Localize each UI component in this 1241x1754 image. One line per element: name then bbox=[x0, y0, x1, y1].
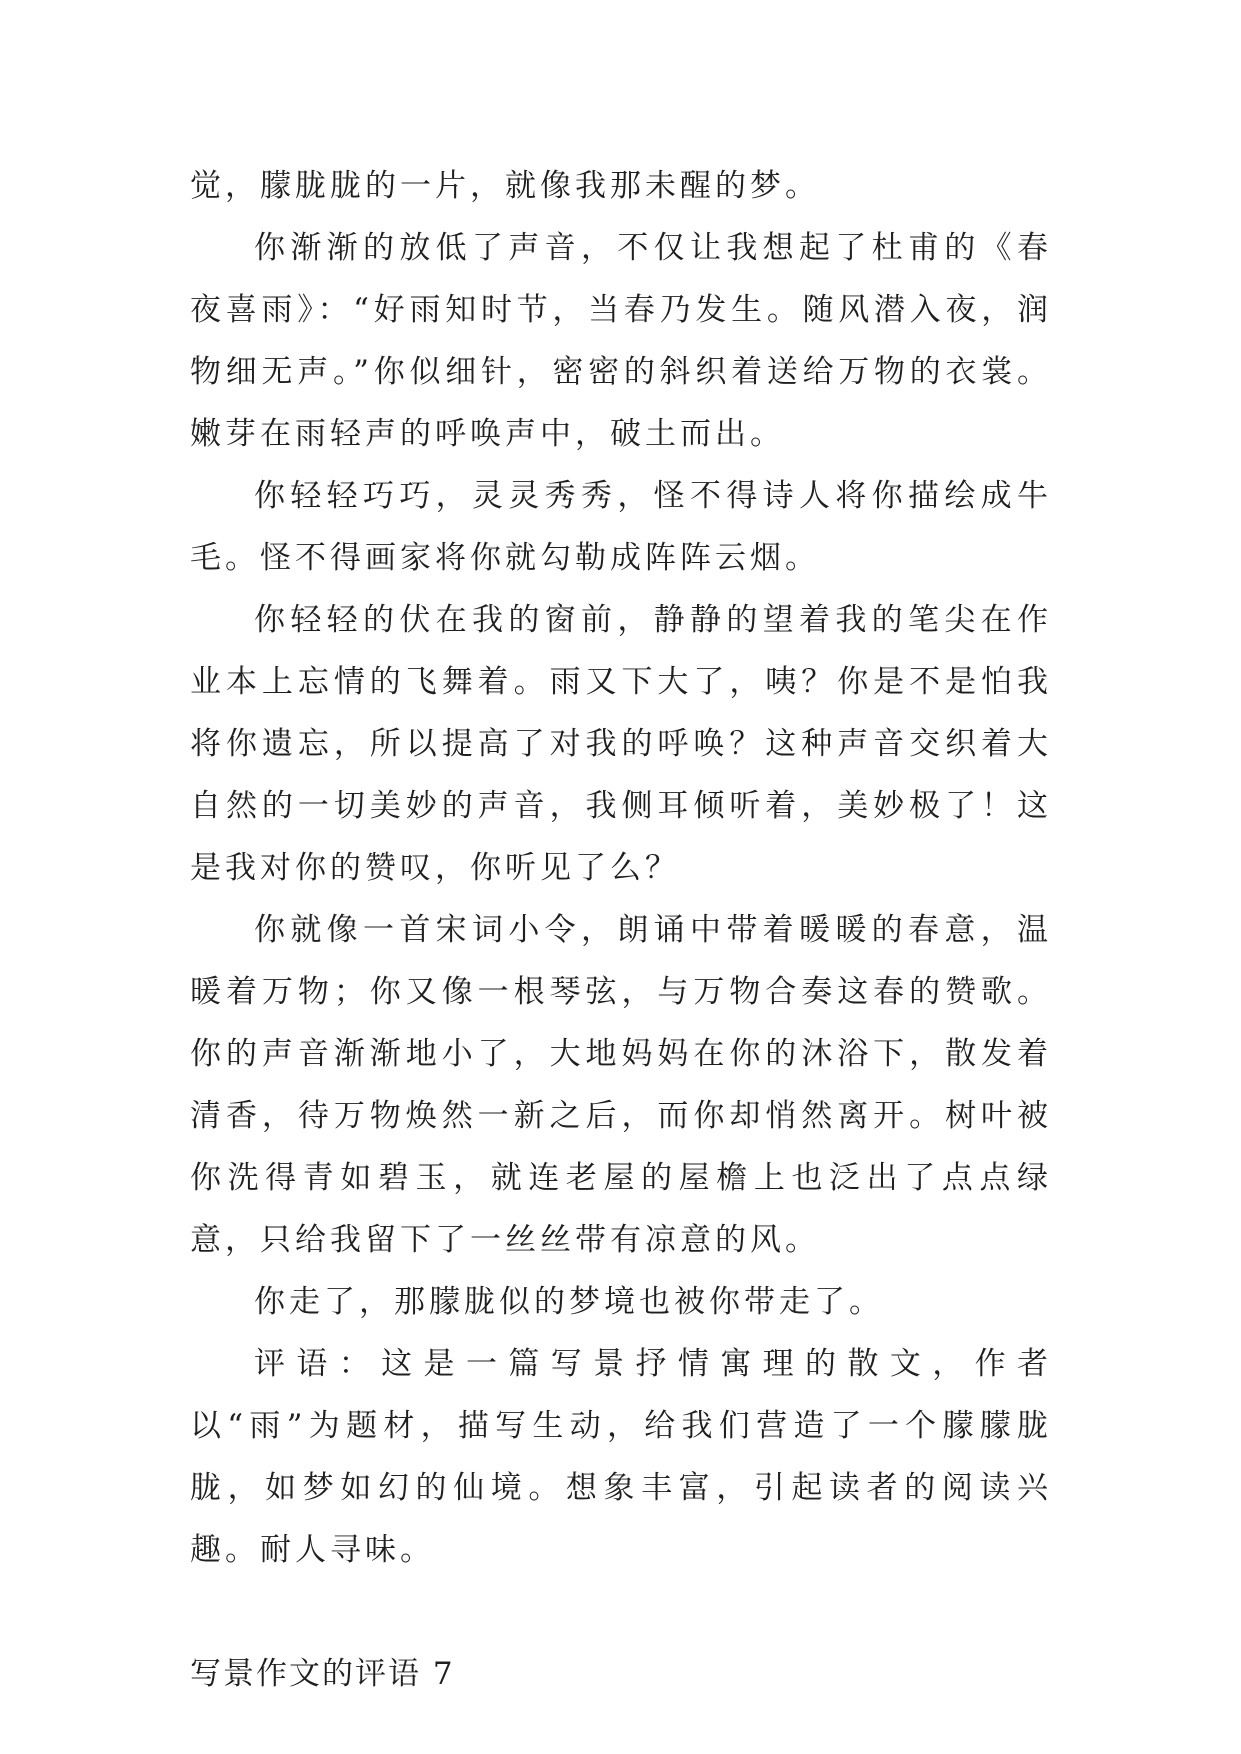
paragraph: 你走了，那朦胧似的梦境也被你带走了。 bbox=[254, 1284, 884, 1320]
review-paragraph: 评语：这是一篇写景抒情寓理的散文，作者以“雨”为题材，描写生动，给我们营造了一个朦朦胧胧，如梦如幻的仙境。想象丰富，引起读者的阅读兴趣。耐人寻味。 bbox=[190, 1346, 1052, 1568]
section-heading: 写景作文的评语 7 bbox=[190, 1656, 455, 1692]
document-body bbox=[190, 155, 1052, 1705]
paragraph: 觉，朦胧胧的一片，就像我那未醒的梦。 bbox=[190, 168, 820, 204]
paragraph: 你渐渐的放低了声音，不仅让我想起了杜甫的《春夜喜雨》：“好雨知时节，当春乃发生。随风潜入夜，润物细无声。”你似细针，密密的斜织着送给万物的衣裳。嫩芽在雨轻声的呼唤声中，破土而出。 bbox=[190, 230, 1052, 452]
paragraph: 你轻轻的伏在我的窗前，静静的望着我的笔尖在作业本上忘情的飞舞着。雨又下大了，咦？你是不是怕我将你遗忘，所以提高了对我的呼唤？这种声音交织着大自然的一切美妙的声音，我侧耳倾听着，美妙极了！这是我对你的赞叹，你听见了么？ bbox=[190, 602, 1052, 886]
paragraph: 你轻轻巧巧，灵灵秀秀，怪不得诗人将你描绘成牛毛。怪不得画家将你就勾勒成阵阵云烟。 bbox=[190, 478, 1052, 576]
paragraph: 你就像一首宋词小令，朗诵中带着暖暖的春意，温暖着万物；你又像一根琴弦，与万物合奏这春的赞歌。你的声音渐渐地小了，大地妈妈在你的沐浴下，散发着清香，待万物焕然一新之后，而你却悄然离开。树叶被你洗得青如碧玉，就连老屋的屋檐上也泛出了点点绿意，只给我留下了一丝丝带有凉意的风。 bbox=[190, 912, 1052, 1258]
